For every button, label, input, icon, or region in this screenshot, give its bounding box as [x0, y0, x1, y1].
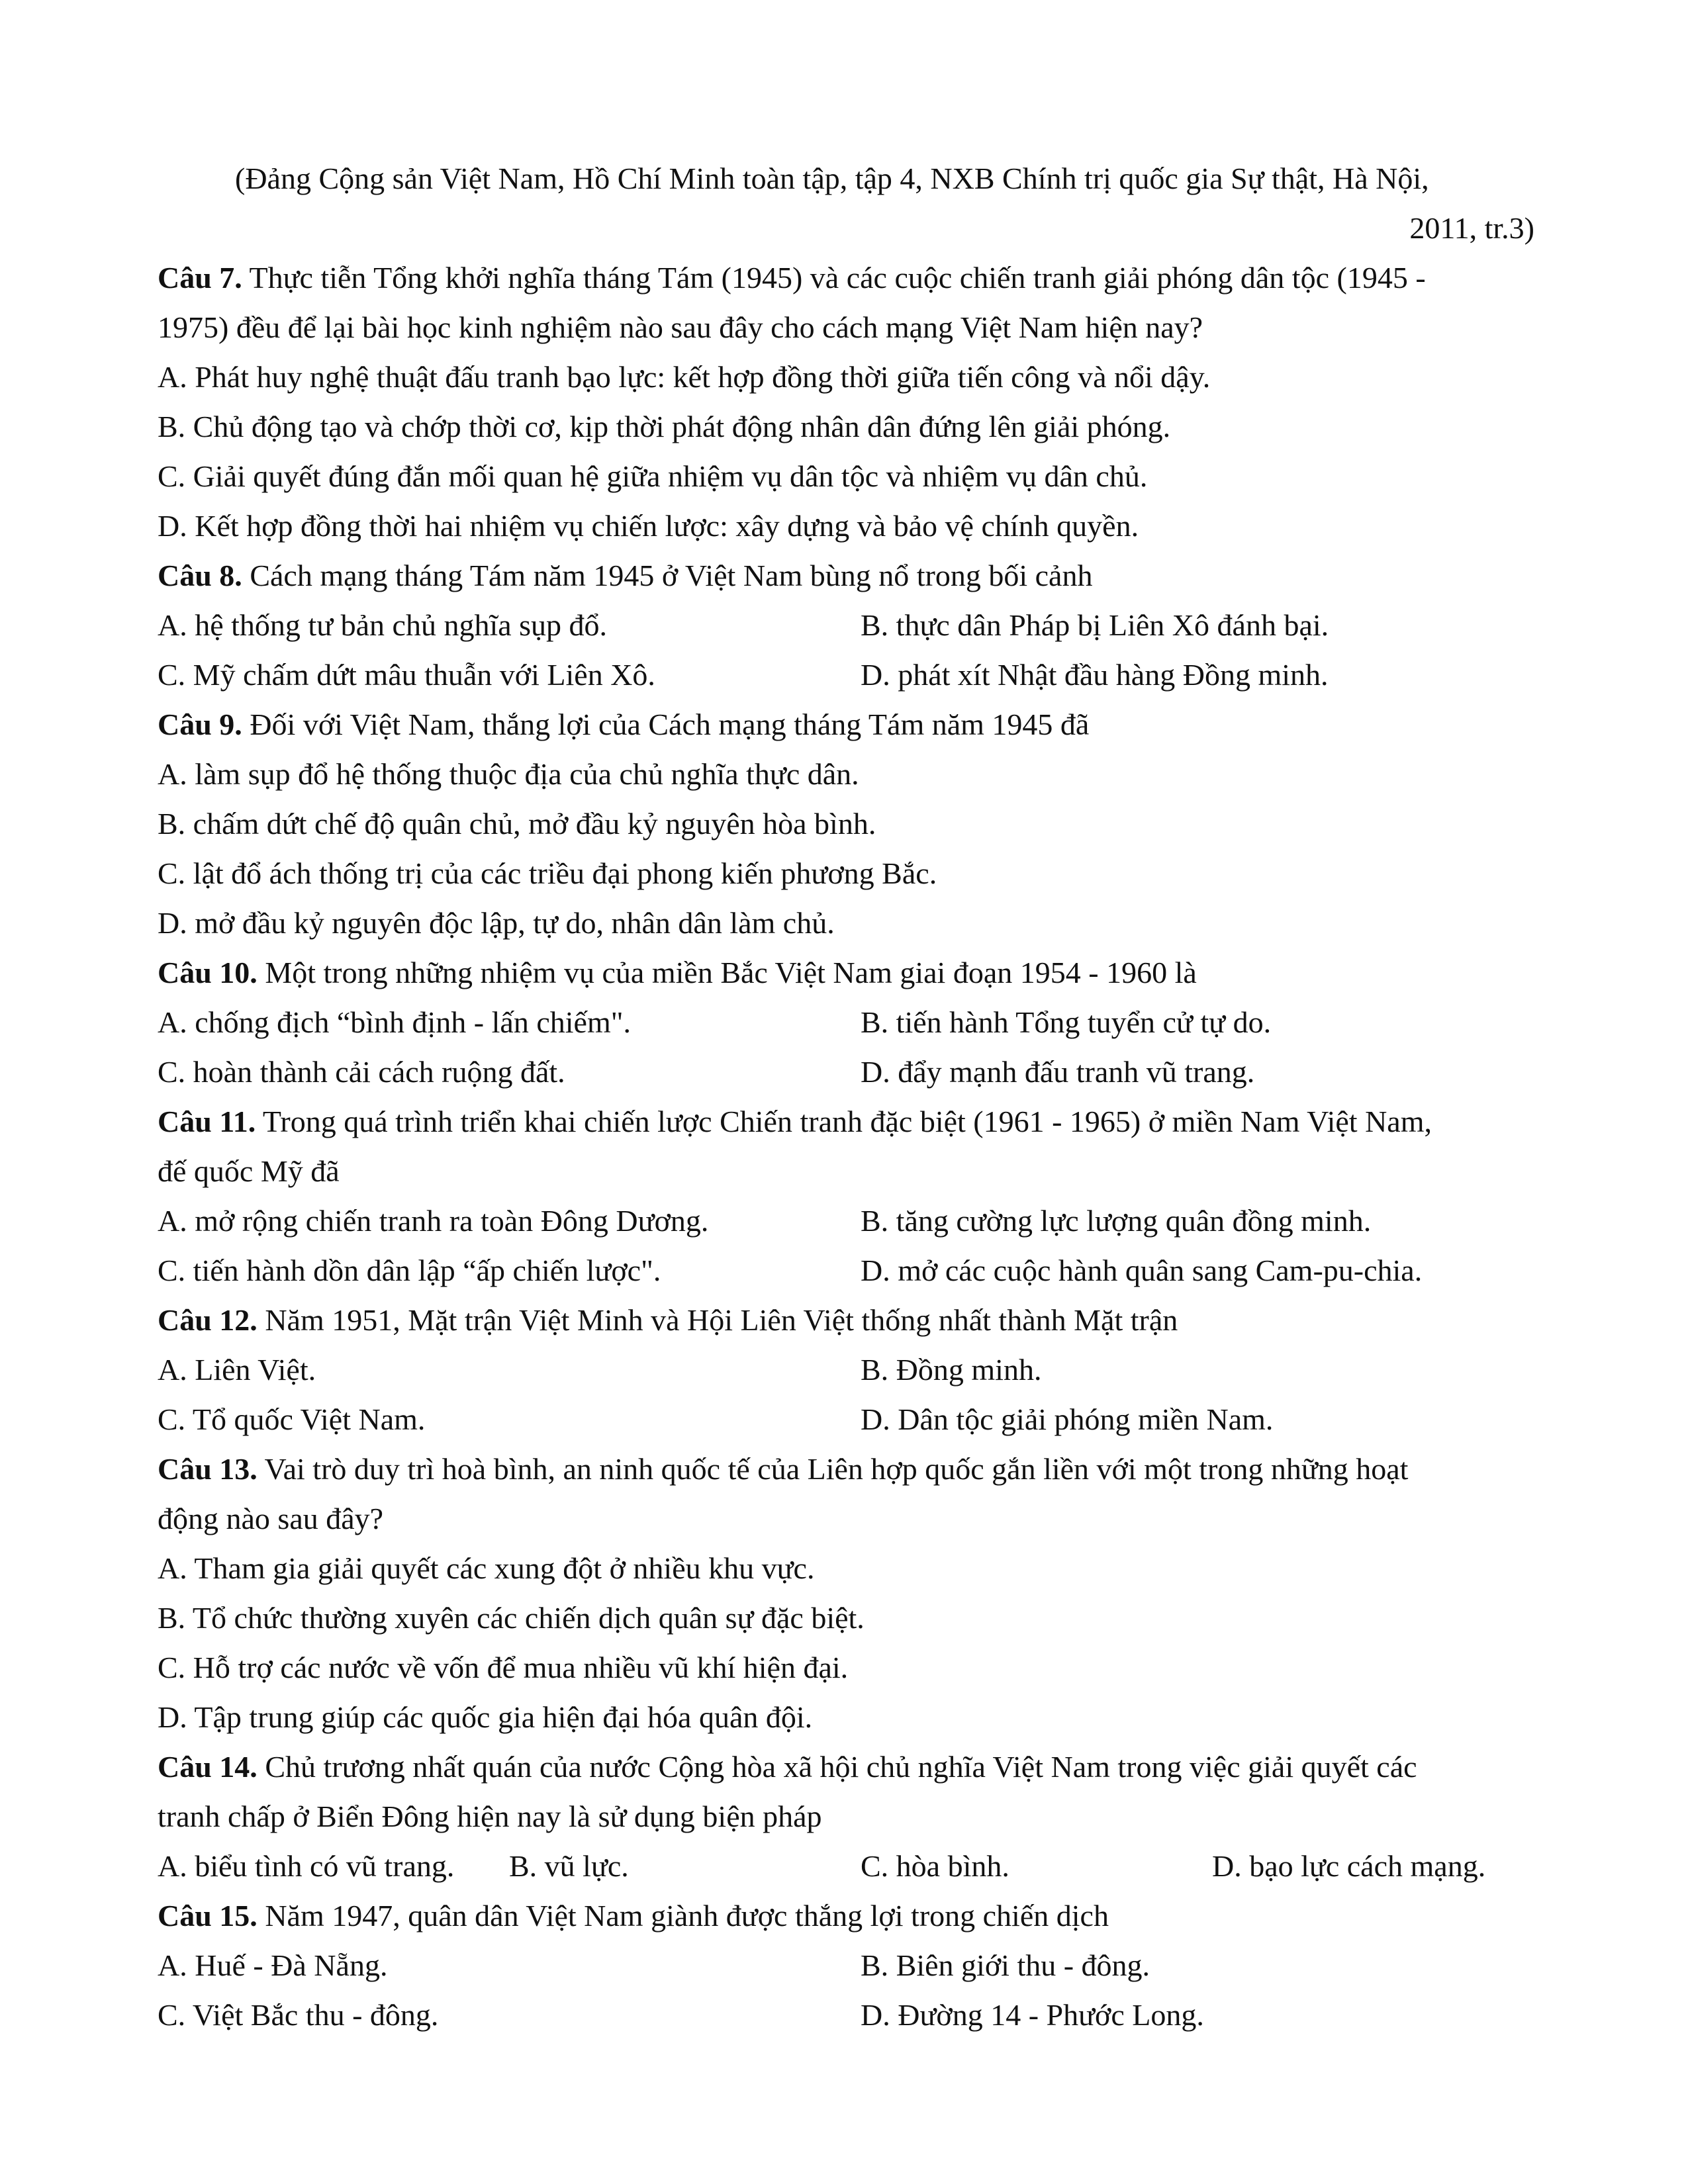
option-d: D. Tập trung giúp các quốc gia hiện đại hóa quân đội. — [158, 1700, 813, 1734]
question-text: Đối với Việt Nam, thắng lợi của Cách mạng tháng Tám năm 1945 đã — [242, 707, 1090, 741]
question-8 — [158, 551, 1534, 700]
question-stem — [158, 1444, 1534, 1494]
question-label: Câu 9. — [158, 707, 242, 741]
question-stem — [158, 1742, 1534, 1792]
question-10 — [158, 948, 1534, 1097]
question-14 — [158, 1742, 1534, 1891]
options-row — [158, 650, 1534, 700]
options-row — [158, 1394, 1534, 1444]
exam-page — [158, 154, 1534, 2040]
option-c: C. Mỹ chấm dứt mâu thuẫn với Liên Xô. — [158, 658, 655, 692]
question-label: Câu 11. — [158, 1105, 256, 1138]
option-c: C. lật đổ ách thống trị của các triều đại phong kiến phương Bắc. — [158, 856, 937, 890]
option-d: D. đẩy mạnh đấu tranh vũ trang. — [861, 1055, 1255, 1089]
question-label: Câu 7. — [158, 261, 242, 295]
options-row — [158, 1940, 1534, 1990]
question-stem — [158, 551, 1534, 600]
question-stem — [158, 1097, 1534, 1146]
option-d: D. phát xít Nhật đầu hàng Đồng minh. — [861, 658, 1329, 692]
options-row — [158, 600, 1534, 650]
option-b: B. tiến hành Tổng tuyển cử tự do. — [861, 1005, 1272, 1039]
question-label: Câu 13. — [158, 1452, 258, 1486]
question-text: Một trong những nhiệm vụ của miền Bắc Việt Nam giai đoạn 1954 - 1960 là — [257, 956, 1197, 989]
question-label: Câu 12. — [158, 1303, 258, 1337]
question-stem — [158, 948, 1534, 997]
option-b: B. vũ lực. — [509, 1849, 629, 1883]
options-row — [158, 1196, 1534, 1246]
option-a: A. biểu tình có vũ trang. — [158, 1849, 455, 1883]
option-d: D. mở đầu kỷ nguyên độc lập, tự do, nhân dân làm chủ. — [158, 906, 835, 940]
option-c: C. hoàn thành cải cách ruộng đất. — [158, 1055, 565, 1089]
question-15 — [158, 1891, 1534, 2040]
source-line-1: (Đảng Cộng sản Việt Nam, Hồ Chí Minh toàn tập, tập 4, NXB Chính trị quốc gia Sự thật, Hà Nội, — [235, 161, 1429, 195]
option-a: A. hệ thống tư bản chủ nghĩa sụp đổ. — [158, 608, 608, 642]
question-stem — [158, 700, 1534, 749]
option-b: B. tăng cường lực lượng quân đồng minh. — [861, 1204, 1372, 1238]
option-c: C. tiến hành dồn dân lập “ấp chiến lược". — [158, 1253, 661, 1287]
option-a: A. làm sụp đổ hệ thống thuộc địa của chủ nghĩa thực dân. — [158, 757, 859, 791]
question-text-continued: 1975) đều để lại bài học kinh nghiệm nào sau đây cho cách mạng Việt Nam hiện nay? — [158, 310, 1203, 344]
question-text: Năm 1947, quân dân Việt Nam giành được thắng lợi trong chiến dịch — [257, 1899, 1109, 1933]
question-13 — [158, 1444, 1534, 1742]
question-text: Cách mạng tháng Tám năm 1945 ở Việt Nam bùng nổ trong bối cảnh — [242, 559, 1093, 592]
question-text-continued: tranh chấp ở Biển Đông hiện nay là sử dụng biện pháp — [158, 1799, 822, 1833]
question-text: Vai trò duy trì hoà bình, an ninh quốc tế của Liên hợp quốc gắn liền với một trong những hoạt — [257, 1452, 1409, 1486]
option-c: C. Tổ quốc Việt Nam. — [158, 1402, 426, 1436]
question-stem — [158, 1295, 1534, 1345]
option-a: A. Liên Việt. — [158, 1353, 316, 1387]
options-row — [158, 997, 1534, 1047]
question-stem — [158, 253, 1534, 302]
option-a: A. Tham gia giải quyết các xung đột ở nhiều khu vực. — [158, 1551, 815, 1585]
option-a: A. Huế - Đà Nẵng. — [158, 1948, 388, 1982]
question-text: Năm 1951, Mặt trận Việt Minh và Hội Liên Việt thống nhất thành Mặt trận — [257, 1303, 1178, 1337]
option-b: B. Tổ chức thường xuyên các chiến dịch quân sự đặc biệt. — [158, 1601, 865, 1635]
options-row — [158, 1841, 1534, 1891]
question-label: Câu 8. — [158, 559, 242, 592]
question-stem — [158, 1891, 1534, 1940]
source-line-2: 2011, tr.3) — [1409, 211, 1534, 245]
option-c: C. Việt Bắc thu - đông. — [158, 1998, 439, 2032]
option-d: D. Dân tộc giải phóng miền Nam. — [861, 1402, 1274, 1436]
option-b: B. thực dân Pháp bị Liên Xô đánh bại. — [861, 608, 1329, 642]
options-row — [158, 1990, 1534, 2040]
option-c: C. Giải quyết đúng đắn mối quan hệ giữa nhiệm vụ dân tộc và nhiệm vụ dân chủ. — [158, 459, 1148, 493]
option-b: B. chấm dứt chế độ quân chủ, mở đầu kỷ nguyên hòa bình. — [158, 807, 876, 841]
question-11 — [158, 1097, 1534, 1295]
question-text-continued: đế quốc Mỹ đã — [158, 1154, 340, 1188]
question-label: Câu 10. — [158, 956, 258, 989]
options-row — [158, 1047, 1534, 1097]
question-label: Câu 14. — [158, 1750, 258, 1784]
option-a: A. chống địch “bình định - lấn chiếm". — [158, 1005, 631, 1039]
option-b: B. Biên giới thu - đông. — [861, 1948, 1150, 1982]
question-label: Câu 15. — [158, 1899, 258, 1933]
question-7 — [158, 253, 1534, 551]
question-12 — [158, 1295, 1534, 1444]
options-row — [158, 1345, 1534, 1394]
question-9 — [158, 700, 1534, 948]
options-row — [158, 1246, 1534, 1295]
option-b: B. Chủ động tạo và chớp thời cơ, kịp thời phát động nhân dân đứng lên giải phóng. — [158, 410, 1171, 443]
option-a: A. Phát huy nghệ thuật đấu tranh bạo lực: kết hợp đồng thời giữa tiến công và nổi dậy. — [158, 360, 1211, 394]
question-text: Thực tiễn Tổng khởi nghĩa tháng Tám (1945) và các cuộc chiến tranh giải phóng dân tộc (1945 - — [242, 261, 1426, 295]
question-text: Trong quá trình triển khai chiến lược Chiến tranh đặc biệt (1961 - 1965) ở miền Nam Việt Nam, — [256, 1105, 1432, 1138]
question-text-continued: động nào sau đây? — [158, 1502, 384, 1535]
option-d: D. mở các cuộc hành quân sang Cam-pu-chia. — [861, 1253, 1423, 1287]
option-d: D. Kết hợp đồng thời hai nhiệm vụ chiến lược: xây dựng và bảo vệ chính quyền. — [158, 509, 1139, 543]
option-a: A. mở rộng chiến tranh ra toàn Đông Dương. — [158, 1204, 709, 1238]
source-citation — [158, 154, 1534, 253]
option-b: B. Đồng minh. — [861, 1353, 1042, 1387]
option-c: C. Hỗ trợ các nước về vốn để mua nhiều vũ khí hiện đại. — [158, 1651, 849, 1684]
question-text: Chủ trương nhất quán của nước Cộng hòa xã hội chủ nghĩa Việt Nam trong việc giải quyết các — [257, 1750, 1417, 1784]
option-d: D. Đường 14 - Phước Long. — [861, 1998, 1204, 2032]
option-d: D. bạo lực cách mạng. — [1212, 1849, 1486, 1883]
option-c: C. hòa bình. — [861, 1849, 1009, 1883]
